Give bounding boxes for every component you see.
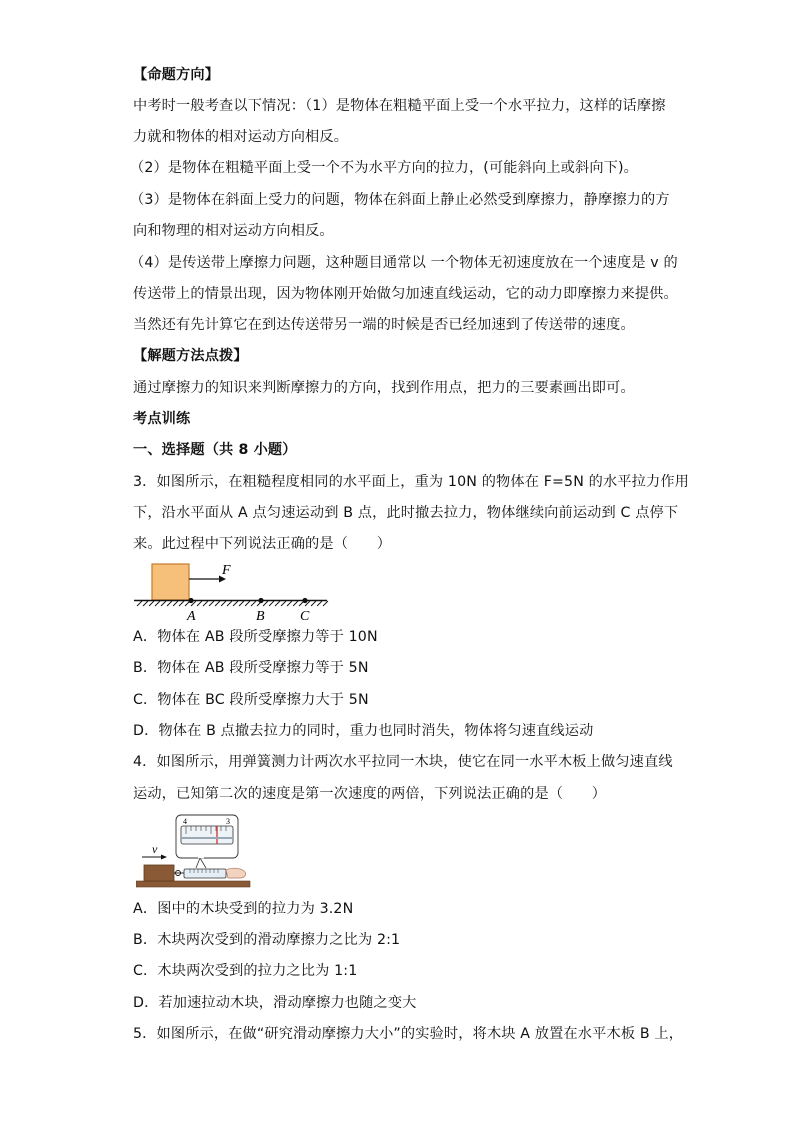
q4-option-b: B．木块两次受到的滑动摩擦力之比为 2:1	[133, 932, 401, 948]
part-title: 一、选择题（共 8 小题）	[133, 442, 297, 458]
spring-scale-body	[184, 869, 226, 878]
heading-method-tips: 【解题方法点拨】	[133, 348, 248, 364]
q3-figure-block-on-surface	[134, 560, 334, 624]
paragraph-line: （4）是传送带上摩擦力问题，这种题目通常以 一个物体无初速度放在一个速度是 v 的	[130, 255, 678, 271]
arrow-head-icon	[161, 855, 167, 860]
q4-option-c: C．木块两次受到的拉力之比为 1:1	[133, 963, 358, 979]
q3-stem-line: 来。此过程中下列说法正确的是（ ）	[133, 536, 392, 552]
scale-label-4: 4	[183, 817, 187, 826]
heading-proposition-direction: 【命题方向】	[133, 67, 220, 83]
block	[152, 564, 189, 600]
q3-option-a: A．物体在 AB 段所受摩擦力等于 10N	[133, 629, 378, 645]
paragraph-line: （2）是物体在粗糙平面上受一个不为水平方向的拉力，(可能斜向上或斜向下)。	[130, 160, 639, 176]
q5-stem-line: 5．如图所示，在做“研究滑动摩擦力大小”的实验时，将木块 A 放置在水平木板 B 上，	[133, 1026, 684, 1042]
scale-face	[181, 826, 233, 844]
q3-option-c: C．物体在 BC 段所受摩擦力大于 5N	[133, 692, 369, 708]
point-b-label: B	[256, 609, 265, 624]
velocity-label: v	[152, 842, 158, 856]
q3-stem-line: 3．如图所示，在粗糙程度相同的水平面上，重为 10N 的物体在 F=5N 的水平拉力作用	[133, 474, 690, 490]
force-label: F	[222, 563, 231, 578]
q3-option-b: B．物体在 AB 段所受摩擦力等于 5N	[133, 660, 369, 676]
point-c	[302, 598, 307, 603]
callout-pointer	[196, 858, 206, 868]
paragraph-line: 中考时一般考查以下情况：（1）是物体在粗糙平面上受一个水平拉力，这样的话摩擦	[133, 98, 666, 114]
point-a-label: A	[187, 609, 196, 624]
q4-option-d: D．若加速拉动木块，滑动摩擦力也随之变大	[133, 995, 417, 1011]
q4-stem-line: 4．如图所示，用弹簧测力计两次水平拉同一木块，使它在同一水平木板上做匀速直线	[133, 754, 673, 770]
wooden-block	[144, 865, 174, 881]
point-a	[188, 598, 193, 603]
paragraph-line: 传送带上的情景出现，因为物体刚开始做匀加速直线运动，它的动力即摩擦力来提供。	[133, 286, 678, 302]
paragraph-line: 力就和物体的相对运动方向相反。	[133, 129, 349, 145]
hand-icon	[226, 868, 246, 878]
point-b	[258, 598, 263, 603]
scale-label-3: 3	[226, 817, 230, 826]
q3-option-d: D．物体在 B 点撤去拉力的同时，重力也同时消失，物体将匀速直线运动	[133, 723, 594, 739]
wood-board	[136, 881, 250, 887]
q4-stem-line: 运动，已知第二次的速度是第一次速度的两倍，下列说法正确的是（ ）	[133, 786, 607, 802]
q3-stem-line: 下，沿水平面从 A 点匀速运动到 B 点，此时撤去拉力，物体继续向前运动到 C 点停下	[133, 505, 679, 521]
paragraph-line: 向和物理的相对运动方向相反。	[133, 223, 334, 239]
paragraph-line: （3）是物体在斜面上受力的问题，物体在斜面上静止必然受到摩擦力，静摩擦力的方	[130, 192, 670, 208]
q4-option-a: A．图中的木块受到的拉力为 3.2N	[133, 901, 354, 917]
ground-hatching	[137, 601, 328, 606]
paragraph-line: 当然还有先计算它在到达传送带另一端的时候是否已经加速到了传送带的速度。	[133, 317, 635, 333]
point-c-label: C	[300, 609, 310, 624]
q4-figure-spring-scale	[136, 812, 256, 890]
paragraph-line: 通过摩擦力的知识来判断摩擦力的方向，找到作用点，把力的三要素画出即可。	[133, 380, 635, 396]
heading-training: 考点训练	[133, 411, 191, 427]
